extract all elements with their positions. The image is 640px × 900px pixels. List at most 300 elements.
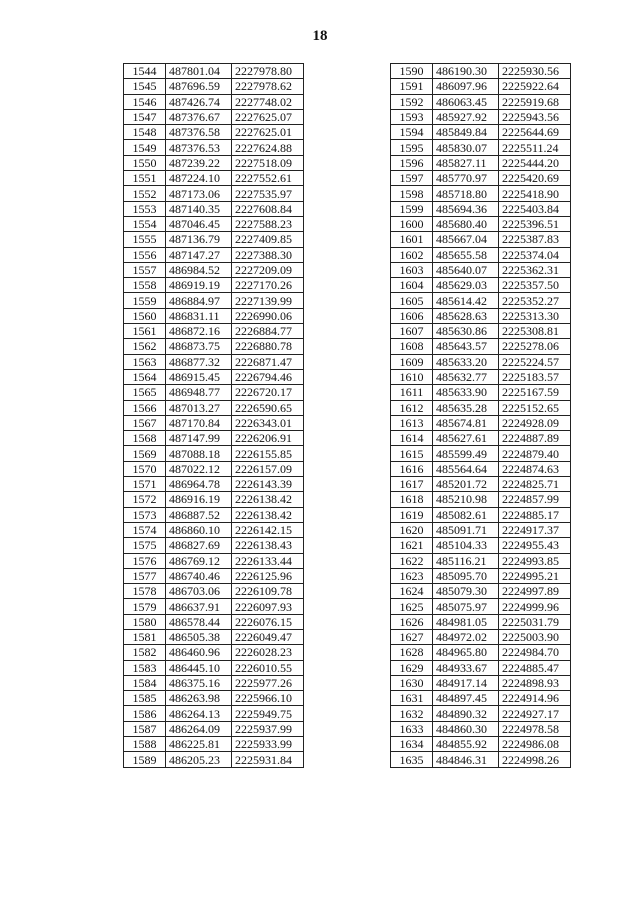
x-coordinate-cell: 485927.92 bbox=[433, 109, 499, 124]
x-coordinate-cell: 486769.12 bbox=[166, 553, 232, 568]
x-coordinate-cell: 485770.97 bbox=[433, 171, 499, 186]
x-coordinate-cell: 484890.32 bbox=[433, 706, 499, 721]
point-number-cell: 1617 bbox=[391, 477, 433, 492]
x-coordinate-cell: 486919.19 bbox=[166, 278, 232, 293]
y-coordinate-cell: 2226794.46 bbox=[232, 369, 304, 384]
point-number-cell: 1562 bbox=[124, 339, 166, 354]
y-coordinate-cell: 2224928.09 bbox=[499, 415, 571, 430]
y-coordinate-cell: 2225308.81 bbox=[499, 324, 571, 339]
table-row bbox=[391, 446, 571, 461]
point-number-cell: 1620 bbox=[391, 522, 433, 537]
x-coordinate-cell: 486505.38 bbox=[166, 629, 232, 644]
x-coordinate-cell: 484965.80 bbox=[433, 645, 499, 660]
x-coordinate-cell: 484846.31 bbox=[433, 752, 499, 767]
y-coordinate-cell: 2226028.23 bbox=[232, 645, 304, 660]
x-coordinate-cell: 485830.07 bbox=[433, 140, 499, 155]
point-number-cell: 1635 bbox=[391, 752, 433, 767]
x-coordinate-cell: 486915.45 bbox=[166, 369, 232, 384]
x-coordinate-cell: 486916.19 bbox=[166, 492, 232, 507]
table-row bbox=[391, 140, 571, 155]
point-number-cell: 1633 bbox=[391, 721, 433, 736]
y-coordinate-cell: 2226143.39 bbox=[232, 477, 304, 492]
x-coordinate-cell: 485655.58 bbox=[433, 247, 499, 262]
y-coordinate-cell: 2225167.59 bbox=[499, 385, 571, 400]
table-row bbox=[391, 691, 571, 706]
y-coordinate-cell: 2225949.75 bbox=[232, 706, 304, 721]
page-number: 18 bbox=[312, 28, 328, 44]
y-coordinate-cell: 2224993.85 bbox=[499, 553, 571, 568]
y-coordinate-cell: 2227535.97 bbox=[232, 186, 304, 201]
point-number-cell: 1582 bbox=[124, 645, 166, 660]
point-number-cell: 1580 bbox=[124, 614, 166, 629]
y-coordinate-cell: 2225644.69 bbox=[499, 125, 571, 140]
point-number-cell: 1546 bbox=[124, 94, 166, 109]
table-row bbox=[391, 415, 571, 430]
table-row bbox=[124, 599, 304, 614]
table-row bbox=[124, 400, 304, 415]
table-row bbox=[124, 278, 304, 293]
point-number-cell: 1548 bbox=[124, 125, 166, 140]
x-coordinate-cell: 485643.57 bbox=[433, 339, 499, 354]
x-coordinate-cell: 487376.67 bbox=[166, 109, 232, 124]
table-row bbox=[124, 446, 304, 461]
y-coordinate-cell: 2224857.99 bbox=[499, 492, 571, 507]
x-coordinate-cell: 485104.33 bbox=[433, 538, 499, 553]
y-coordinate-cell: 2227209.09 bbox=[232, 262, 304, 277]
point-number-cell: 1564 bbox=[124, 369, 166, 384]
y-coordinate-cell: 2227409.85 bbox=[232, 232, 304, 247]
point-number-cell: 1553 bbox=[124, 201, 166, 216]
x-coordinate-cell: 486877.32 bbox=[166, 354, 232, 369]
point-number-cell: 1607 bbox=[391, 324, 433, 339]
table-row bbox=[391, 109, 571, 124]
y-coordinate-cell: 2224997.89 bbox=[499, 584, 571, 599]
table-row bbox=[124, 691, 304, 706]
table-row bbox=[124, 538, 304, 553]
point-number-cell: 1557 bbox=[124, 262, 166, 277]
y-coordinate-cell: 2227978.62 bbox=[232, 79, 304, 94]
table-row bbox=[124, 522, 304, 537]
point-number-cell: 1613 bbox=[391, 415, 433, 430]
point-number-cell: 1614 bbox=[391, 431, 433, 446]
point-number-cell: 1586 bbox=[124, 706, 166, 721]
x-coordinate-cell: 486097.96 bbox=[433, 79, 499, 94]
table-row bbox=[124, 64, 304, 79]
x-coordinate-cell: 487046.45 bbox=[166, 216, 232, 231]
table-row bbox=[124, 706, 304, 721]
table-row bbox=[391, 645, 571, 660]
table-row bbox=[391, 293, 571, 308]
y-coordinate-cell: 2226343.01 bbox=[232, 415, 304, 430]
table-row bbox=[391, 675, 571, 690]
y-coordinate-cell: 2225357.50 bbox=[499, 278, 571, 293]
y-coordinate-cell: 2224955.43 bbox=[499, 538, 571, 553]
y-coordinate-cell: 2225374.04 bbox=[499, 247, 571, 262]
point-number-cell: 1593 bbox=[391, 109, 433, 124]
point-number-cell: 1549 bbox=[124, 140, 166, 155]
table-row bbox=[124, 584, 304, 599]
x-coordinate-cell: 486063.45 bbox=[433, 94, 499, 109]
x-coordinate-cell: 486375.16 bbox=[166, 675, 232, 690]
y-coordinate-cell: 2224825.71 bbox=[499, 477, 571, 492]
point-number-cell: 1631 bbox=[391, 691, 433, 706]
point-number-cell: 1594 bbox=[391, 125, 433, 140]
x-coordinate-cell: 485116.21 bbox=[433, 553, 499, 568]
x-coordinate-cell: 485674.81 bbox=[433, 415, 499, 430]
x-coordinate-cell: 486264.09 bbox=[166, 721, 232, 736]
point-number-cell: 1568 bbox=[124, 431, 166, 446]
x-coordinate-cell: 487224.10 bbox=[166, 171, 232, 186]
x-coordinate-cell: 485210.98 bbox=[433, 492, 499, 507]
point-number-cell: 1592 bbox=[391, 94, 433, 109]
table-row bbox=[124, 675, 304, 690]
point-number-cell: 1615 bbox=[391, 446, 433, 461]
table-row bbox=[391, 278, 571, 293]
point-number-cell: 1565 bbox=[124, 385, 166, 400]
table-row bbox=[391, 522, 571, 537]
point-number-cell: 1629 bbox=[391, 660, 433, 675]
table-row bbox=[391, 737, 571, 752]
table-row bbox=[124, 568, 304, 583]
y-coordinate-cell: 2224978.58 bbox=[499, 721, 571, 736]
table-row bbox=[124, 614, 304, 629]
point-number-cell: 1616 bbox=[391, 461, 433, 476]
point-number-cell: 1583 bbox=[124, 660, 166, 675]
x-coordinate-cell: 487239.22 bbox=[166, 155, 232, 170]
x-coordinate-cell: 486264.13 bbox=[166, 706, 232, 721]
point-number-cell: 1560 bbox=[124, 308, 166, 323]
x-coordinate-cell: 487013.27 bbox=[166, 400, 232, 415]
y-coordinate-cell: 2226871.47 bbox=[232, 354, 304, 369]
y-coordinate-cell: 2224914.96 bbox=[499, 691, 571, 706]
y-coordinate-cell: 2226155.85 bbox=[232, 446, 304, 461]
point-number-cell: 1598 bbox=[391, 186, 433, 201]
table-row bbox=[391, 431, 571, 446]
table-row bbox=[391, 324, 571, 339]
x-coordinate-cell: 486884.97 bbox=[166, 293, 232, 308]
table-row bbox=[124, 660, 304, 675]
y-coordinate-cell: 2224879.40 bbox=[499, 446, 571, 461]
point-number-cell: 1574 bbox=[124, 522, 166, 537]
table-row bbox=[124, 737, 304, 752]
y-coordinate-cell: 2224998.26 bbox=[499, 752, 571, 767]
y-coordinate-cell: 2225922.64 bbox=[499, 79, 571, 94]
point-number-cell: 1619 bbox=[391, 507, 433, 522]
y-coordinate-cell: 2225152.65 bbox=[499, 400, 571, 415]
x-coordinate-cell: 486205.23 bbox=[166, 752, 232, 767]
point-number-cell: 1623 bbox=[391, 568, 433, 583]
y-coordinate-cell: 2227748.02 bbox=[232, 94, 304, 109]
table-row bbox=[391, 614, 571, 629]
point-number-cell: 1547 bbox=[124, 109, 166, 124]
table-row bbox=[124, 461, 304, 476]
y-coordinate-cell: 2226109.78 bbox=[232, 584, 304, 599]
x-coordinate-cell: 485628.63 bbox=[433, 308, 499, 323]
point-number-cell: 1626 bbox=[391, 614, 433, 629]
x-coordinate-cell: 487147.27 bbox=[166, 247, 232, 262]
point-number-cell: 1624 bbox=[391, 584, 433, 599]
y-coordinate-cell: 2224885.17 bbox=[499, 507, 571, 522]
point-number-cell: 1622 bbox=[391, 553, 433, 568]
x-coordinate-cell: 486860.10 bbox=[166, 522, 232, 537]
x-coordinate-cell: 486263.98 bbox=[166, 691, 232, 706]
table-row bbox=[391, 201, 571, 216]
table-row bbox=[391, 553, 571, 568]
coordinates-table-body bbox=[124, 64, 304, 768]
y-coordinate-cell: 2224986.08 bbox=[499, 737, 571, 752]
table-row bbox=[391, 79, 571, 94]
y-coordinate-cell: 2227552.61 bbox=[232, 171, 304, 186]
x-coordinate-cell: 485694.36 bbox=[433, 201, 499, 216]
x-coordinate-cell: 484855.92 bbox=[433, 737, 499, 752]
table-row bbox=[124, 247, 304, 262]
x-coordinate-cell: 485630.86 bbox=[433, 324, 499, 339]
y-coordinate-cell: 2226010.55 bbox=[232, 660, 304, 675]
point-number-cell: 1596 bbox=[391, 155, 433, 170]
y-coordinate-cell: 2224999.96 bbox=[499, 599, 571, 614]
point-number-cell: 1577 bbox=[124, 568, 166, 583]
point-number-cell: 1569 bbox=[124, 446, 166, 461]
point-number-cell: 1570 bbox=[124, 461, 166, 476]
x-coordinate-cell: 485201.72 bbox=[433, 477, 499, 492]
y-coordinate-cell: 2225352.27 bbox=[499, 293, 571, 308]
y-coordinate-cell: 2225387.83 bbox=[499, 232, 571, 247]
y-coordinate-cell: 2224984.70 bbox=[499, 645, 571, 660]
table-row bbox=[124, 94, 304, 109]
y-coordinate-cell: 2227625.01 bbox=[232, 125, 304, 140]
x-coordinate-cell: 487140.35 bbox=[166, 201, 232, 216]
y-coordinate-cell: 2226880.78 bbox=[232, 339, 304, 354]
table-row bbox=[124, 171, 304, 186]
table-row bbox=[124, 293, 304, 308]
y-coordinate-cell: 2225930.56 bbox=[499, 64, 571, 79]
table-row bbox=[124, 216, 304, 231]
x-coordinate-cell: 486887.52 bbox=[166, 507, 232, 522]
x-coordinate-cell: 485633.20 bbox=[433, 354, 499, 369]
table-row bbox=[391, 262, 571, 277]
y-coordinate-cell: 2227139.99 bbox=[232, 293, 304, 308]
table-row bbox=[391, 369, 571, 384]
x-coordinate-cell: 487170.84 bbox=[166, 415, 232, 430]
table-row bbox=[391, 477, 571, 492]
point-number-cell: 1563 bbox=[124, 354, 166, 369]
table-row bbox=[124, 477, 304, 492]
x-coordinate-cell: 485718.80 bbox=[433, 186, 499, 201]
table-row bbox=[391, 599, 571, 614]
x-coordinate-cell: 486964.78 bbox=[166, 477, 232, 492]
x-coordinate-cell: 486873.75 bbox=[166, 339, 232, 354]
point-number-cell: 1550 bbox=[124, 155, 166, 170]
y-coordinate-cell: 2226990.06 bbox=[232, 308, 304, 323]
table-row bbox=[391, 339, 571, 354]
x-coordinate-cell: 486984.52 bbox=[166, 262, 232, 277]
x-coordinate-cell: 487696.59 bbox=[166, 79, 232, 94]
table-row bbox=[124, 415, 304, 430]
y-coordinate-cell: 2225966.10 bbox=[232, 691, 304, 706]
x-coordinate-cell: 485632.77 bbox=[433, 369, 499, 384]
point-number-cell: 1558 bbox=[124, 278, 166, 293]
table-row bbox=[391, 186, 571, 201]
point-number-cell: 1585 bbox=[124, 691, 166, 706]
table-row bbox=[391, 94, 571, 109]
x-coordinate-cell: 486460.96 bbox=[166, 645, 232, 660]
point-number-cell: 1606 bbox=[391, 308, 433, 323]
x-coordinate-cell: 485635.28 bbox=[433, 400, 499, 415]
point-number-cell: 1552 bbox=[124, 186, 166, 201]
x-coordinate-cell: 484917.14 bbox=[433, 675, 499, 690]
x-coordinate-cell: 485640.07 bbox=[433, 262, 499, 277]
table-row bbox=[124, 492, 304, 507]
x-coordinate-cell: 487173.06 bbox=[166, 186, 232, 201]
x-coordinate-cell: 484933.67 bbox=[433, 660, 499, 675]
y-coordinate-cell: 2224995.21 bbox=[499, 568, 571, 583]
x-coordinate-cell: 485599.49 bbox=[433, 446, 499, 461]
point-number-cell: 1601 bbox=[391, 232, 433, 247]
y-coordinate-cell: 2226142.15 bbox=[232, 522, 304, 537]
y-coordinate-cell: 2225403.84 bbox=[499, 201, 571, 216]
table-row bbox=[391, 461, 571, 476]
y-coordinate-cell: 2225933.99 bbox=[232, 737, 304, 752]
x-coordinate-cell: 485667.04 bbox=[433, 232, 499, 247]
x-coordinate-cell: 484972.02 bbox=[433, 629, 499, 644]
table-row bbox=[391, 247, 571, 262]
table-row bbox=[124, 369, 304, 384]
x-coordinate-cell: 486190.30 bbox=[433, 64, 499, 79]
y-coordinate-cell: 2225313.30 bbox=[499, 308, 571, 323]
y-coordinate-cell: 2225943.56 bbox=[499, 109, 571, 124]
point-number-cell: 1627 bbox=[391, 629, 433, 644]
table-row bbox=[391, 568, 571, 583]
point-number-cell: 1611 bbox=[391, 385, 433, 400]
y-coordinate-cell: 2225031.79 bbox=[499, 614, 571, 629]
table-row bbox=[124, 79, 304, 94]
table-row bbox=[391, 492, 571, 507]
point-number-cell: 1618 bbox=[391, 492, 433, 507]
y-coordinate-cell: 2225937.99 bbox=[232, 721, 304, 736]
table-row bbox=[391, 538, 571, 553]
point-number-cell: 1576 bbox=[124, 553, 166, 568]
table-row bbox=[391, 507, 571, 522]
table-row bbox=[391, 721, 571, 736]
x-coordinate-cell: 487022.12 bbox=[166, 461, 232, 476]
x-coordinate-cell: 485564.64 bbox=[433, 461, 499, 476]
table-row bbox=[124, 155, 304, 170]
table-row bbox=[391, 584, 571, 599]
x-coordinate-cell: 485091.71 bbox=[433, 522, 499, 537]
x-coordinate-cell: 485827.11 bbox=[433, 155, 499, 170]
x-coordinate-cell: 485082.61 bbox=[433, 507, 499, 522]
table-row bbox=[124, 339, 304, 354]
coordinates-table-body bbox=[391, 64, 571, 768]
x-coordinate-cell: 486827.69 bbox=[166, 538, 232, 553]
y-coordinate-cell: 2227608.84 bbox=[232, 201, 304, 216]
point-number-cell: 1573 bbox=[124, 507, 166, 522]
point-number-cell: 1609 bbox=[391, 354, 433, 369]
y-coordinate-cell: 2225931.84 bbox=[232, 752, 304, 767]
x-coordinate-cell: 485614.42 bbox=[433, 293, 499, 308]
point-number-cell: 1581 bbox=[124, 629, 166, 644]
y-coordinate-cell: 2224887.89 bbox=[499, 431, 571, 446]
y-coordinate-cell: 2225278.06 bbox=[499, 339, 571, 354]
y-coordinate-cell: 2224874.63 bbox=[499, 461, 571, 476]
point-number-cell: 1591 bbox=[391, 79, 433, 94]
point-number-cell: 1610 bbox=[391, 369, 433, 384]
point-number-cell: 1602 bbox=[391, 247, 433, 262]
table-row bbox=[391, 171, 571, 186]
point-number-cell: 1600 bbox=[391, 216, 433, 231]
y-coordinate-cell: 2226884.77 bbox=[232, 324, 304, 339]
y-coordinate-cell: 2226125.96 bbox=[232, 568, 304, 583]
table-row bbox=[391, 64, 571, 79]
y-coordinate-cell: 2226097.93 bbox=[232, 599, 304, 614]
x-coordinate-cell: 484897.45 bbox=[433, 691, 499, 706]
point-number-cell: 1579 bbox=[124, 599, 166, 614]
table-row bbox=[391, 385, 571, 400]
point-number-cell: 1625 bbox=[391, 599, 433, 614]
table-row bbox=[124, 507, 304, 522]
table-row bbox=[391, 125, 571, 140]
point-number-cell: 1571 bbox=[124, 477, 166, 492]
point-number-cell: 1589 bbox=[124, 752, 166, 767]
y-coordinate-cell: 2226157.09 bbox=[232, 461, 304, 476]
x-coordinate-cell: 486578.44 bbox=[166, 614, 232, 629]
y-coordinate-cell: 2224898.93 bbox=[499, 675, 571, 690]
y-coordinate-cell: 2225420.69 bbox=[499, 171, 571, 186]
point-number-cell: 1605 bbox=[391, 293, 433, 308]
y-coordinate-cell: 2227625.07 bbox=[232, 109, 304, 124]
y-coordinate-cell: 2226076.15 bbox=[232, 614, 304, 629]
x-coordinate-cell: 487801.04 bbox=[166, 64, 232, 79]
y-coordinate-cell: 2226133.44 bbox=[232, 553, 304, 568]
x-coordinate-cell: 487136.79 bbox=[166, 232, 232, 247]
point-number-cell: 1628 bbox=[391, 645, 433, 660]
point-number-cell: 1555 bbox=[124, 232, 166, 247]
x-coordinate-cell: 485633.90 bbox=[433, 385, 499, 400]
point-number-cell: 1554 bbox=[124, 216, 166, 231]
x-coordinate-cell: 487088.18 bbox=[166, 446, 232, 461]
x-coordinate-cell: 487426.74 bbox=[166, 94, 232, 109]
point-number-cell: 1608 bbox=[391, 339, 433, 354]
table-row bbox=[124, 201, 304, 216]
table-row bbox=[391, 629, 571, 644]
y-coordinate-cell: 2225977.26 bbox=[232, 675, 304, 690]
y-coordinate-cell: 2226049.47 bbox=[232, 629, 304, 644]
coordinates-table-right bbox=[390, 63, 571, 768]
point-number-cell: 1634 bbox=[391, 737, 433, 752]
table-row bbox=[124, 553, 304, 568]
x-coordinate-cell: 487147.99 bbox=[166, 431, 232, 446]
table-row bbox=[124, 752, 304, 767]
coordinates-table-left bbox=[123, 63, 304, 768]
table-row bbox=[391, 354, 571, 369]
x-coordinate-cell: 485095.70 bbox=[433, 568, 499, 583]
table-row bbox=[124, 385, 304, 400]
y-coordinate-cell: 2225511.24 bbox=[499, 140, 571, 155]
x-coordinate-cell: 486445.10 bbox=[166, 660, 232, 675]
point-number-cell: 1584 bbox=[124, 675, 166, 690]
table-row bbox=[124, 354, 304, 369]
table-row bbox=[124, 232, 304, 247]
point-number-cell: 1604 bbox=[391, 278, 433, 293]
y-coordinate-cell: 2227518.09 bbox=[232, 155, 304, 170]
point-number-cell: 1556 bbox=[124, 247, 166, 262]
table-row bbox=[391, 400, 571, 415]
x-coordinate-cell: 484981.05 bbox=[433, 614, 499, 629]
x-coordinate-cell: 485075.97 bbox=[433, 599, 499, 614]
point-number-cell: 1621 bbox=[391, 538, 433, 553]
point-number-cell: 1599 bbox=[391, 201, 433, 216]
y-coordinate-cell: 2224885.47 bbox=[499, 660, 571, 675]
